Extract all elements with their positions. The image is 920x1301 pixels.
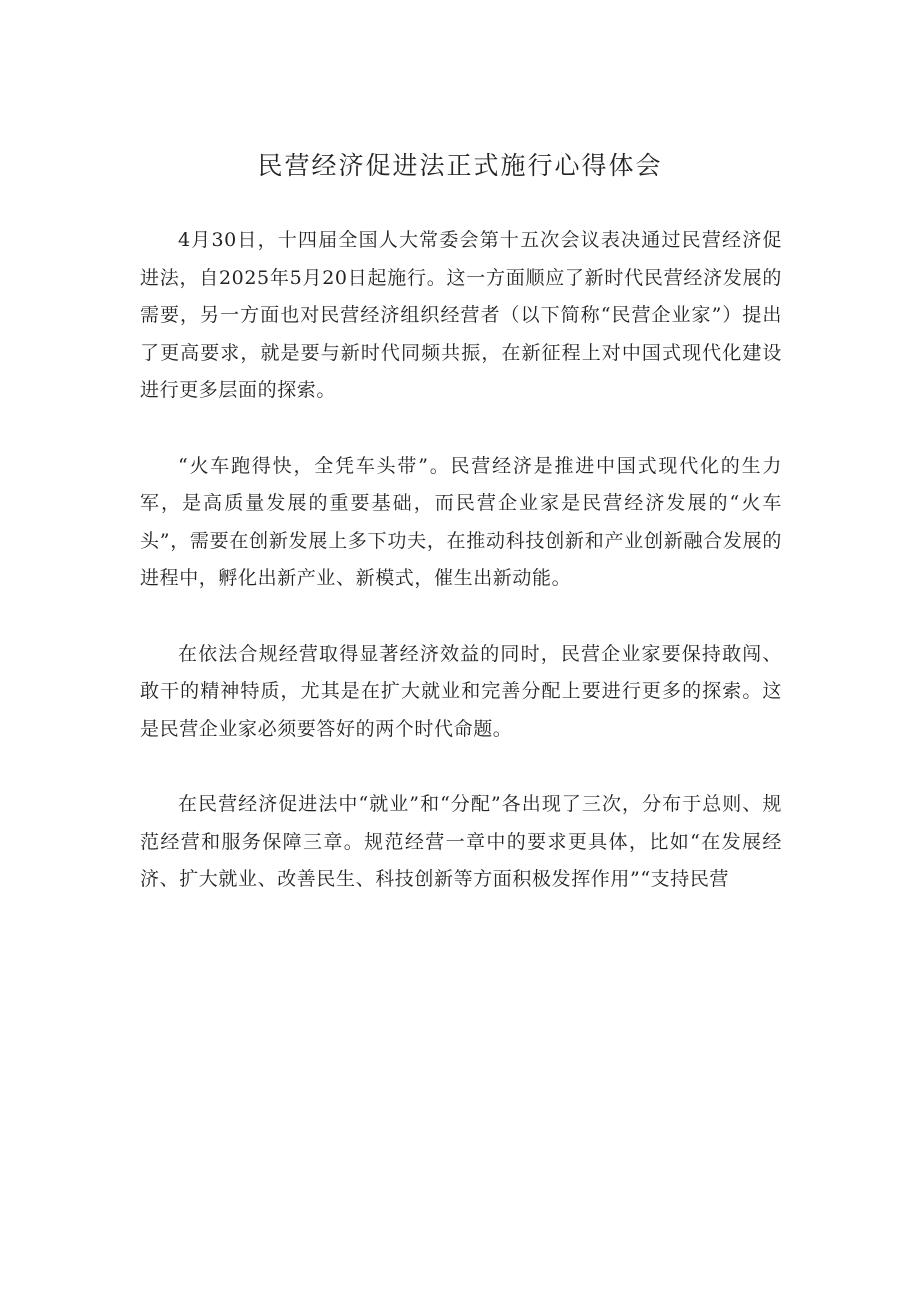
paragraph-1: 4月30日，十四届全国人大常委会第十五次会议表决通过民营经济促进法，自2025年5月20日起施行。这一方面顺应了新时代民营经济发展的需要，另一方面也对民营经济组织经营者（以下简称“民营企业家”）提出了更高要求，就是要与新时代同频共振，在新征程上对中国式现代化建设进行更多层面的探索。 [140, 229, 782, 401]
document-body [140, 222, 782, 899]
paragraph-3: 在依法合规经营取得显著经济效益的同时，民营企业家要保持敢闯、敢干的精神特质，尤其是在扩大就业和完善分配上要进行更多的探索。这是民营企业家必须要答好的两个时代命题。 [140, 642, 782, 740]
document-title: 民营经济促进法正式施行心得体会 [257, 151, 663, 180]
paragraph-4: 在民营经济促进法中“就业”和“分配”各出现了三次，分布于总则、规范经营和服务保障三章。规范经营一章中的要求更具体，比如“在发展经济、扩大就业、改善民生、科技创新等方面积极发挥作用”“支持民营 [140, 793, 782, 890]
paragraph-2: “火车跑得快，全凭车头带”。民营经济是推进中国式现代化的生力军，是高质量发展的重要基础，而民营企业家是民营经济发展的“火车头”，需要在创新发展上多下功夫，在推动科技创新和产业创新融合发展的进程中，孵化出新产业、新模式，催生出新动能。 [140, 454, 782, 589]
